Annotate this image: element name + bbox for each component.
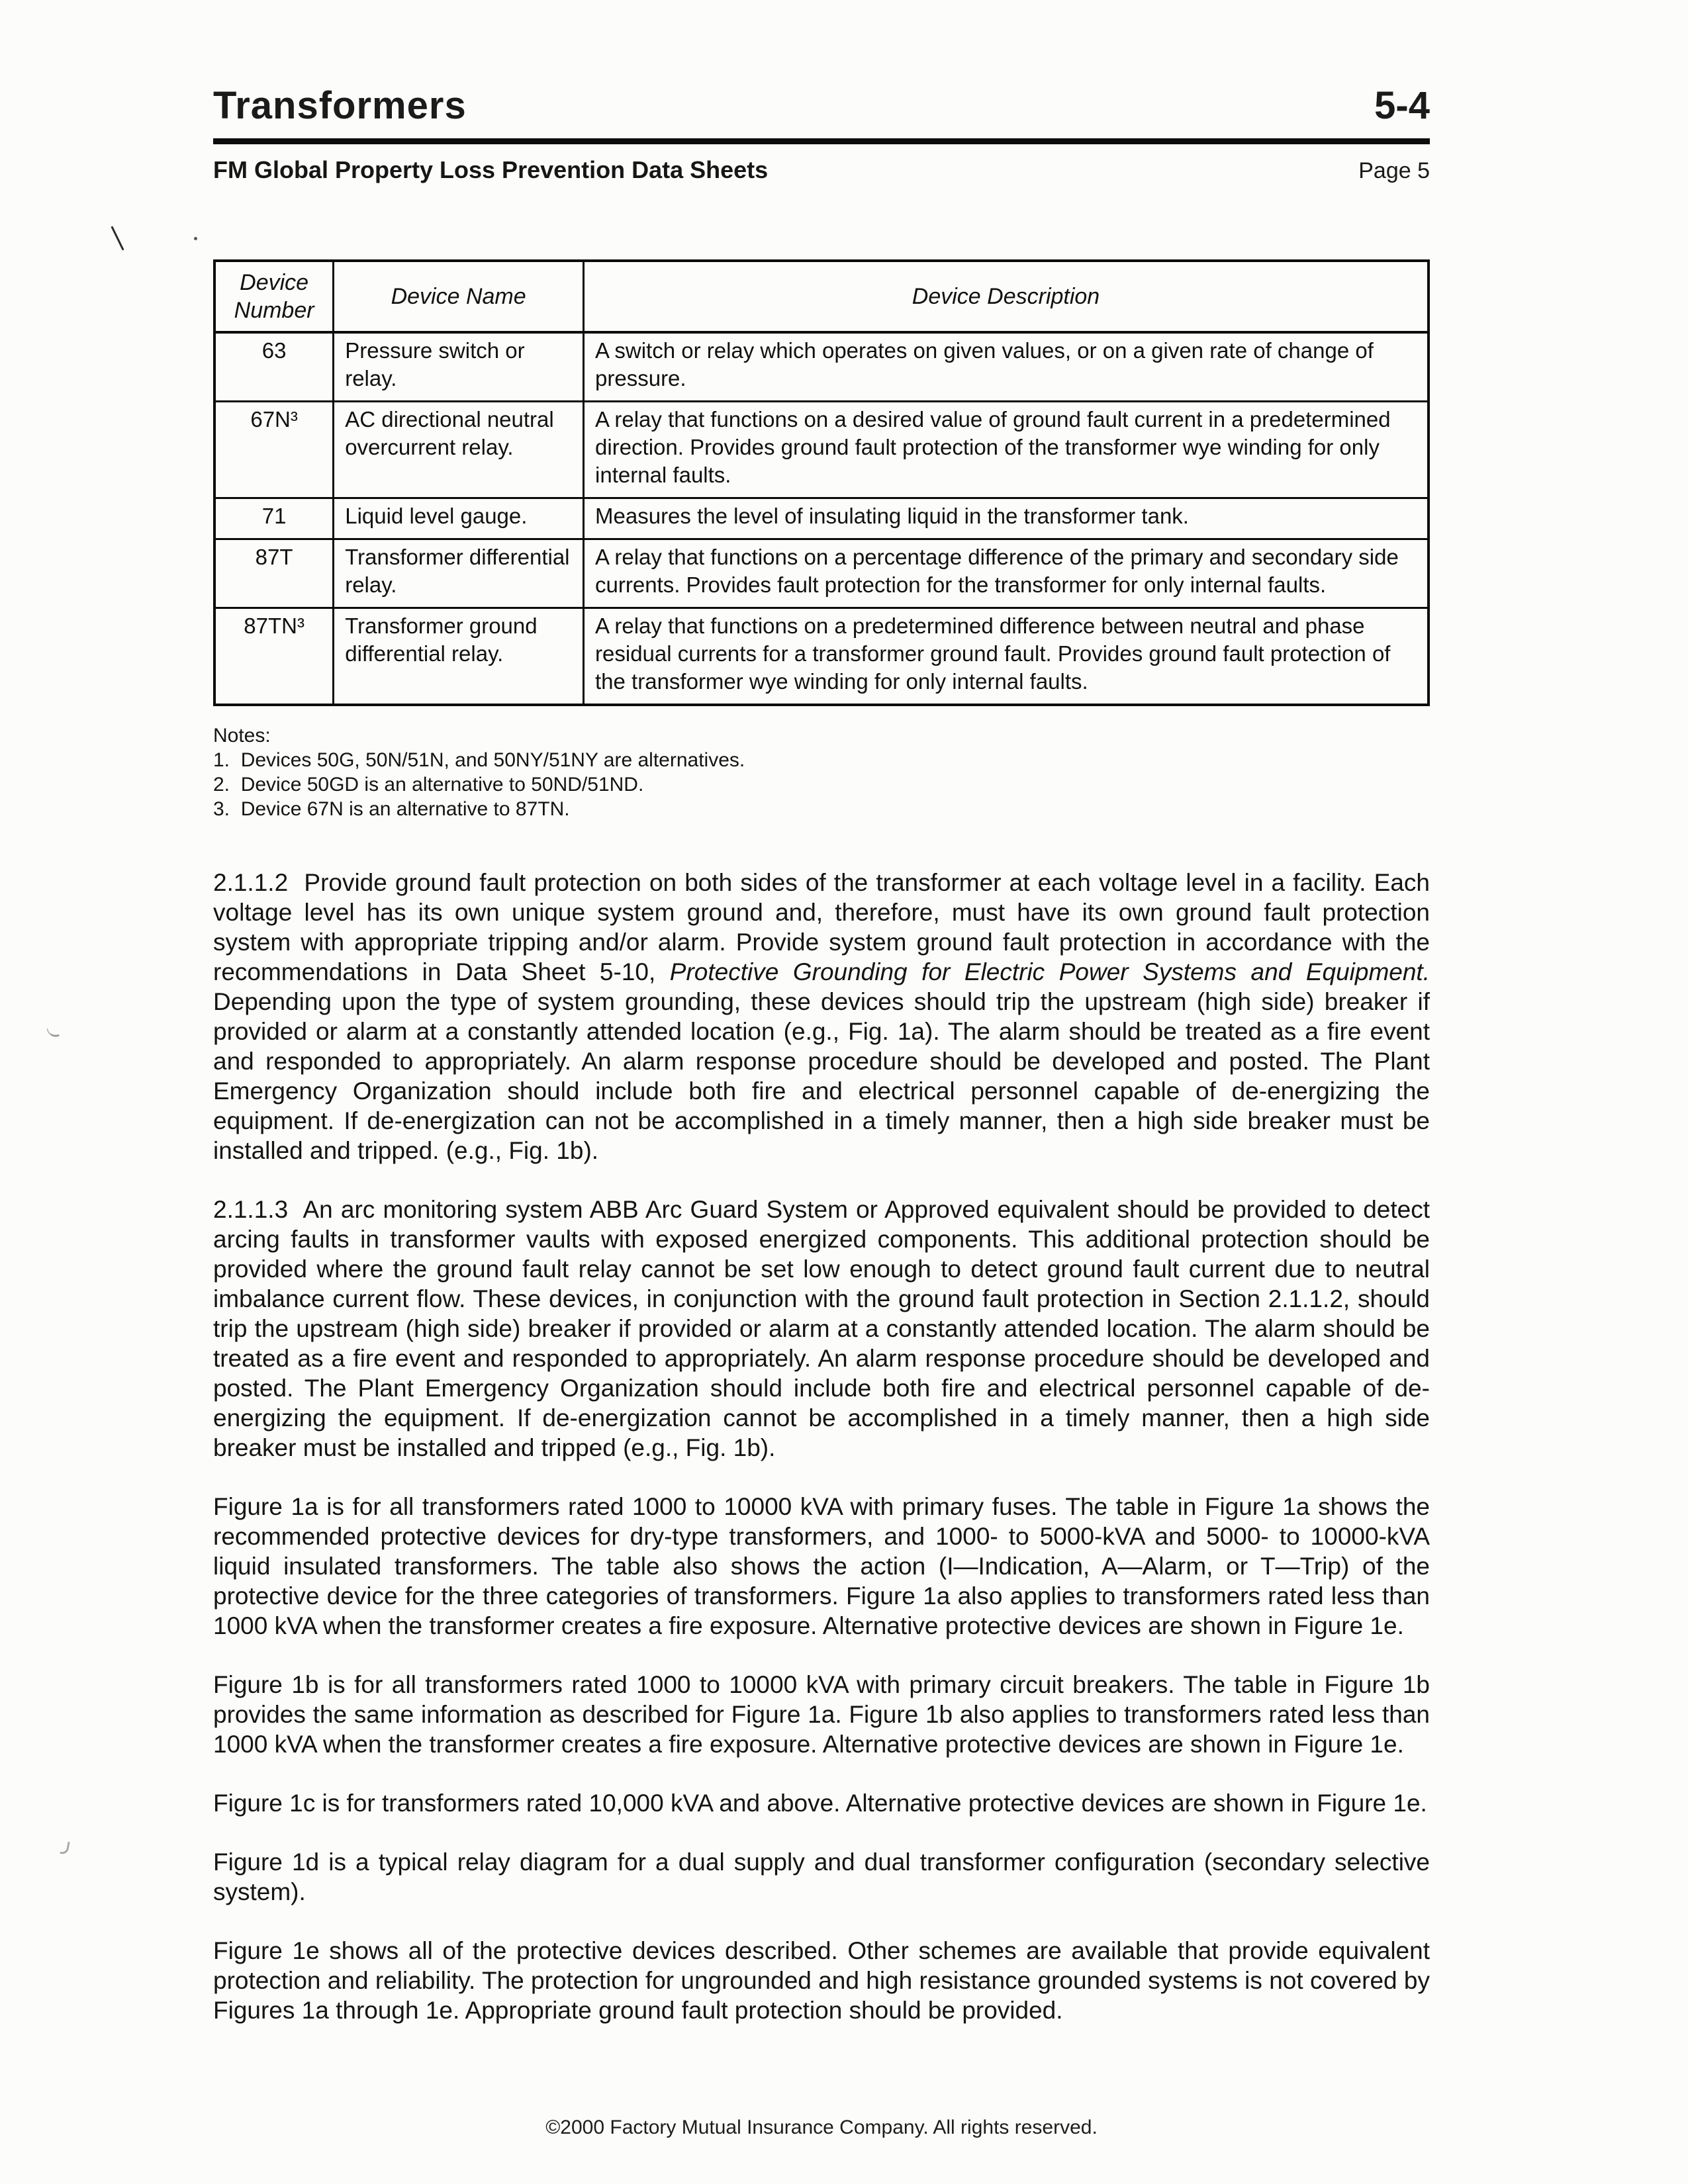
page-number-label: Page 5 — [1358, 158, 1430, 183]
device-table — [213, 259, 1430, 706]
paragraph-2-1-1-2 — [213, 868, 1430, 1165]
device-number-cell: 87TN³ — [214, 608, 334, 705]
table-row — [214, 402, 1429, 498]
scan-artifact-jmark — [60, 1841, 70, 1855]
device-description-cell: A relay that functions on a percentage difference of the primary and secondary side currents. Provides fault protection for the transformer for only internal faults. — [584, 539, 1429, 608]
table-row — [214, 539, 1429, 608]
column-header-device-number: Device Number — [214, 261, 334, 332]
device-number-cell: 63 — [214, 332, 334, 402]
scan-artifact-dot — [194, 237, 197, 240]
note-item: 3. Device 67N is an alternative to 87TN. — [213, 798, 570, 820]
referenced-document-title: Protective Grounding for Electric Power Systems and Equipment. — [669, 958, 1430, 985]
paragraph-2-1-1-2-continuation: Depending upon the type of system grounding, these devices should trip the upstream (high side) breaker if provided or alarm at a constantly attended location (e.g., Fig. 1a). The alarm should be treated as a fire event and responded to appropriately. An alarm response procedure should be developed and posted. The Plant Emergency Organization should include both fire and electrical personnel capable of de-energizing the equipment. If de-energization can not be accomplished in a timely manner, then a high side breaker must be installed and tripped. (e.g., Fig. 1b). — [213, 988, 1430, 1164]
paragraph-2-1-1-3: 2.1.1.3 An arc monitoring system ABB Arc Guard System or Approved equivalent should be provided to detect arcing faults in transformer vaults with exposed energized components. This additional protection should be provided where the ground fault relay cannot be set low enough to detect ground fault current due to neutral imbalance current flow. These devices, in conjunction with the ground fault protection in Section 2.1.1.2, should trip the upstream (high side) breaker if provided or alarm at a constantly attended location. The alarm should be treated as a fire event and responded to appropriately. An alarm response procedure should be developed and posted. The Plant Emergency Organization should include both fire and electrical personnel capable of de-energizing the equipment. If de-energization cannot be accomplished in a timely manner, then a high side breaker must be installed and tripped (e.g., Fig. 1b). — [213, 1196, 1430, 1461]
table-row — [214, 608, 1429, 705]
note-item: 2. Device 50GD is an alternative to 50ND/51ND. — [213, 774, 644, 796]
column-header-device-name: Device Name — [334, 261, 584, 332]
device-table-head — [214, 261, 1429, 332]
device-description-cell: A switch or relay which operates on given values, or on a given rate of change of pressure. — [584, 332, 1429, 402]
device-number-cell: 67N³ — [214, 402, 334, 498]
table-notes — [213, 723, 1430, 821]
paragraph-2-1-1-2-text: 2.1.1.2 Provide ground fault protection on both sides of the transformer at each voltage level in a facility. Each voltage level has its own unique system ground and, therefore, must have its own ground fault protection system with appropriate tripping and/or alarm. Provide system ground fault protection in accordance with the recommendations in Data Sheet 5-10, — [213, 869, 1430, 985]
table-header-row — [214, 261, 1429, 332]
notes-label: Notes: — [213, 725, 271, 747]
table-row — [214, 498, 1429, 539]
note-item: 1. Devices 50G, 50N/51N, and 50NY/51NY are alternatives. — [213, 749, 745, 771]
device-number-cell: 87T — [214, 539, 334, 608]
device-description-cell: A relay that functions on a predetermined difference between neutral and phase residual currents for a transformer ground fault. Provides ground fault protection of the transformer wye winding for only internal faults. — [584, 608, 1429, 705]
device-description-cell: Measures the level of insulating liquid in the transformer tank. — [584, 498, 1429, 539]
paragraph-figure-1a: Figure 1a is for all transformers rated 1000 to 10000 kVA with primary fuses. The table in Figure 1a shows the recommended protective devices for dry-type transformers, and 1000- to 5000-kVA and 5000- to 10000-kVA liquid insulated transformers. The table also shows the action (I—Indication, A—Alarm, or T—Trip) of the protective device for the three categories of transformers. Figure 1a also applies to transformers rated less than 1000 kVA when the transformer creates a fire exposure. Alternative protective devices are shown in Figure 1e. — [213, 1493, 1430, 1639]
document-subtitle: FM Global Property Loss Prevention Data Sheets — [213, 156, 769, 183]
document-header — [213, 83, 1430, 128]
column-header-device-description: Device Description — [584, 261, 1429, 332]
page-content — [213, 0, 1430, 2054]
scan-artifact-mark — [111, 226, 124, 250]
device-name-cell: Transformer differential relay. — [334, 539, 584, 608]
device-description-cell: A relay that functions on a desired value of ground fault current in a predetermined direction. Provides ground fault protection of the transformer wye winding for only internal faults. — [584, 402, 1429, 498]
body-text — [213, 868, 1430, 2025]
device-name-cell: Liquid level gauge. — [334, 498, 584, 539]
datasheet-number: 5-4 — [1374, 84, 1430, 127]
paragraph-figure-1d: Figure 1d is a typical relay diagram for a dual supply and dual transformer configuration (secondary selective system). — [213, 1848, 1430, 1905]
paragraph-figure-1c: Figure 1c is for transformers rated 10,000 kVA and above. Alternative protective devices are shown in Figure 1e. — [213, 1790, 1427, 1817]
device-name-cell: Transformer ground differential relay. — [334, 608, 584, 705]
document-title: Transformers — [213, 84, 467, 127]
device-name-cell: Pressure switch or relay. — [334, 332, 584, 402]
paragraph-figure-1b: Figure 1b is for all transformers rated 1000 to 10000 kVA with primary circuit breakers. The table in Figure 1b provides the same information as described for Figure 1a. Figure 1b also applies to transformers rated less than 1000 kVA when the transformer creates a fire exposure. Alternative protective devices are shown in Figure 1e. — [213, 1671, 1430, 1758]
table-row — [214, 332, 1429, 402]
device-table-body — [214, 332, 1429, 705]
paragraph-figure-1e: Figure 1e shows all of the protective devices described. Other schemes are available that provide equivalent protection and reliability. The protection for ungrounded and high resistance grounded systems is not covered by Figures 1a through 1e. Appropriate ground fault protection should be provided. — [213, 1937, 1430, 2024]
device-name-cell: AC directional neutral overcurrent relay. — [334, 402, 584, 498]
scan-artifact-squiggle — [46, 1026, 60, 1039]
device-number-cell: 71 — [214, 498, 334, 539]
header-divider-rule — [213, 138, 1430, 144]
copyright-footer: ©2000 Factory Mutual Insurance Company. All rights reserved. — [545, 2116, 1098, 2138]
document-subheader — [213, 156, 1430, 184]
